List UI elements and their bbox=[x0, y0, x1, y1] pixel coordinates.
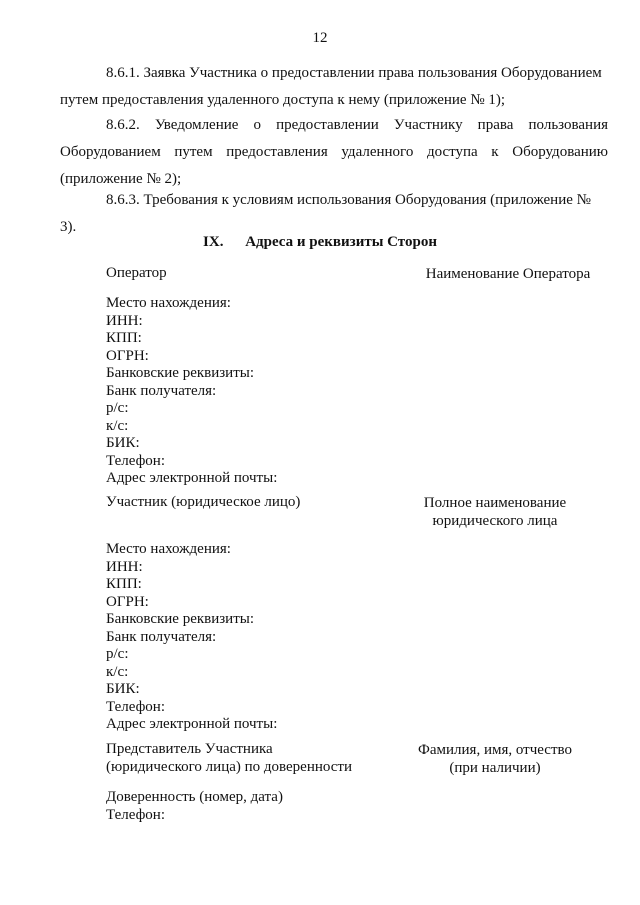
operator-field-ogrn: ОГРН: bbox=[106, 347, 149, 364]
operator-details bbox=[106, 295, 416, 488]
section-heading bbox=[0, 234, 640, 251]
page-number: 12 bbox=[312, 30, 328, 46]
paragraph-8-6-2: 8.6.2. Уведомление о предоставлении Участнику права пользования Оборудованием путем предоставления удаленного доступа к Оборудованию (приложение № 2); bbox=[60, 117, 608, 187]
operator-field-bank: Банк получателя: bbox=[106, 382, 217, 399]
participant-field-bank-details: Банковские реквизиты: bbox=[106, 611, 255, 627]
operator-field-ks: к/с: bbox=[106, 417, 129, 434]
participant-label: Участник (юридическое лицо) bbox=[106, 494, 301, 510]
participant-field-address: Место нахождения: bbox=[106, 541, 231, 557]
participant-field-email: Адрес электронной почты: bbox=[106, 716, 278, 732]
participant-field-phone: Телефон: bbox=[106, 698, 165, 715]
paragraph-8-6-3: 8.6.3. Требования к условиям использования Оборудования (приложение № 3). bbox=[60, 192, 591, 235]
operator-field-phone: Телефон: bbox=[106, 452, 165, 469]
operator-field-inn: ИНН: bbox=[106, 312, 143, 329]
participant-field-rs: р/с: bbox=[106, 646, 129, 662]
operator-field-bank-details: Банковские реквизиты: bbox=[106, 365, 255, 381]
operator-field-bik: БИК: bbox=[106, 435, 140, 451]
section-title: Адреса и реквизиты Сторон bbox=[245, 234, 437, 250]
operator-field-address: Место нахождения: bbox=[106, 295, 231, 311]
participant-field-ogrn: ОГРН: bbox=[106, 593, 149, 610]
representative-label-line2: (юридического лица) по доверенности bbox=[106, 758, 353, 775]
operator-name-placeholder: Наименование Оператора bbox=[425, 266, 591, 282]
participant-field-inn: ИНН: bbox=[106, 558, 143, 575]
participant-field-bank: Банк получателя: bbox=[106, 628, 217, 645]
representative-name-line2: (при наличии) bbox=[449, 760, 541, 776]
participant-name-line1: Полное наименование bbox=[423, 495, 567, 511]
participant-name-placeholder bbox=[400, 494, 590, 530]
representative-name-line1: Фамилия, имя, отчество bbox=[418, 742, 572, 758]
operator-field-kpp: КПП: bbox=[106, 330, 142, 346]
representative-label-line1: Представитель Участника bbox=[106, 741, 273, 757]
operator-label: Оператор bbox=[106, 265, 167, 281]
participant-name-line2: юридического лица bbox=[432, 513, 558, 529]
participant-details bbox=[106, 541, 416, 734]
participant-field-kpp: КПП: bbox=[106, 576, 142, 592]
section-number: IX. bbox=[203, 234, 224, 250]
operator-field-email: Адрес электронной почты: bbox=[106, 470, 278, 486]
representative-name-placeholder bbox=[400, 741, 590, 777]
participant-field-ks: к/с: bbox=[106, 663, 129, 680]
participant-field-bik: БИК: bbox=[106, 681, 140, 697]
paragraph-8-6-1: 8.6.1. Заявка Участника о предоставлении права пользования Оборудованием путем предоставления удаленного доступа к нему (приложение № 1); bbox=[60, 65, 602, 108]
representative-label bbox=[106, 741, 416, 776]
representative-details bbox=[106, 789, 416, 824]
representative-field-power-of-attorney: Доверенность (номер, дата) bbox=[106, 789, 283, 805]
operator-field-rs: р/с: bbox=[106, 400, 129, 416]
representative-field-phone: Телефон: bbox=[106, 806, 165, 823]
